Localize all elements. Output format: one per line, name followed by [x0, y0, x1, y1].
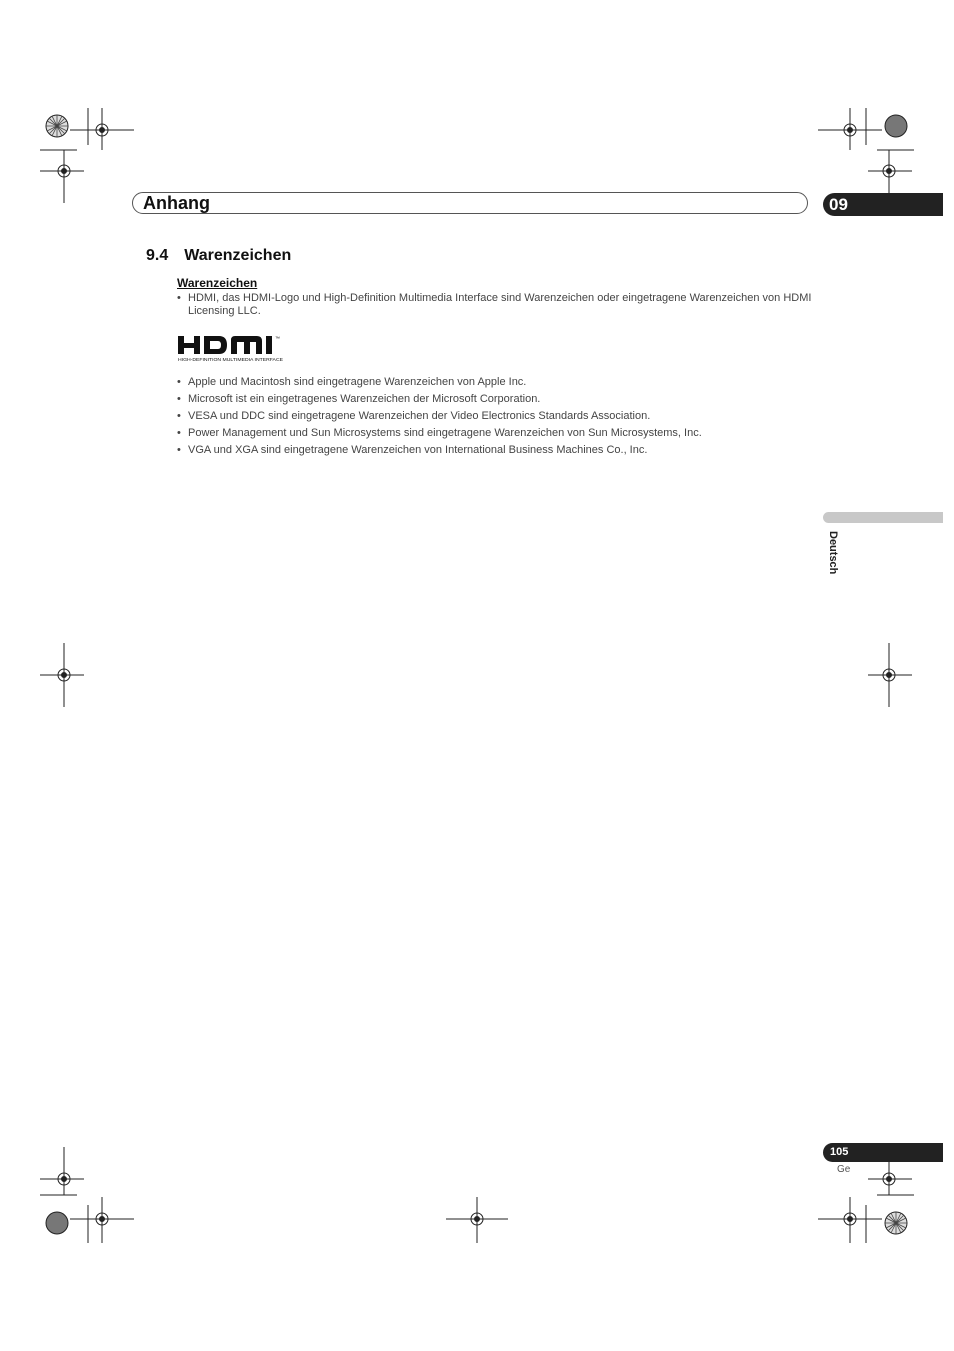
- header-bar: [132, 192, 808, 214]
- language-label: Deutsch: [827, 531, 839, 575]
- crosshair-icon: [40, 643, 84, 707]
- registration-target-icon: [885, 115, 907, 137]
- section-heading: [146, 247, 291, 265]
- section-title: Warenzeichen: [184, 247, 292, 264]
- intro-list: [177, 292, 817, 318]
- chapter-number: 09: [829, 195, 848, 214]
- crosshair-icon: [818, 1197, 882, 1243]
- list-item: • Power Management und Sun Microsystems sind eingetragene Warenzeichen von Sun Microsystems, Inc.: [177, 427, 817, 440]
- list-item: • Apple und Macintosh sind eingetragene Warenzeichen von Apple Inc.: [177, 376, 817, 389]
- list-item: • VGA und XGA sind eingetragene Warenzeichen von International Business Machines Co., Inc.: [177, 444, 817, 457]
- subheading: Warenzeichen: [177, 276, 258, 290]
- hdmi-logo: [177, 333, 295, 363]
- trademark-list: [177, 376, 817, 457]
- crosshair-icon: [818, 108, 882, 150]
- registration-target-icon: [46, 1212, 68, 1234]
- registration-target-icon: [885, 1212, 907, 1234]
- crosshair-icon: [868, 643, 912, 707]
- crosshair-icon: [40, 150, 84, 203]
- crosshair-icon: [446, 1197, 508, 1243]
- list-item: • HDMI, das HDMI-Logo und High-Definition Multimedia Interface sind Warenzeichen oder eingetragene Warenzeichen von HDMI Licensing LLC.: [177, 292, 817, 318]
- section-number: 9.4: [146, 247, 169, 264]
- language-tab: [823, 512, 943, 523]
- logo-tagline: HIGH-DEFINITION MULTIMEDIA INTERFACE: [178, 357, 283, 362]
- page-number: 105: [830, 1146, 849, 1158]
- registration-target-icon: [46, 115, 68, 137]
- crosshair-icon: [70, 1197, 134, 1243]
- list-item: • VESA und DDC sind eingetragene Warenzeichen der Video Electronics Standards Association.: [177, 410, 817, 423]
- crosshair-icon: [40, 1147, 84, 1195]
- language-code: Ge: [837, 1164, 851, 1175]
- trademark-symbol: ™: [275, 336, 280, 342]
- crosshair-icon: [70, 108, 134, 150]
- page-title: Anhang: [143, 193, 210, 213]
- list-item: • Microsoft ist ein eingetragenes Warenzeichen der Microsoft Corporation.: [177, 393, 817, 406]
